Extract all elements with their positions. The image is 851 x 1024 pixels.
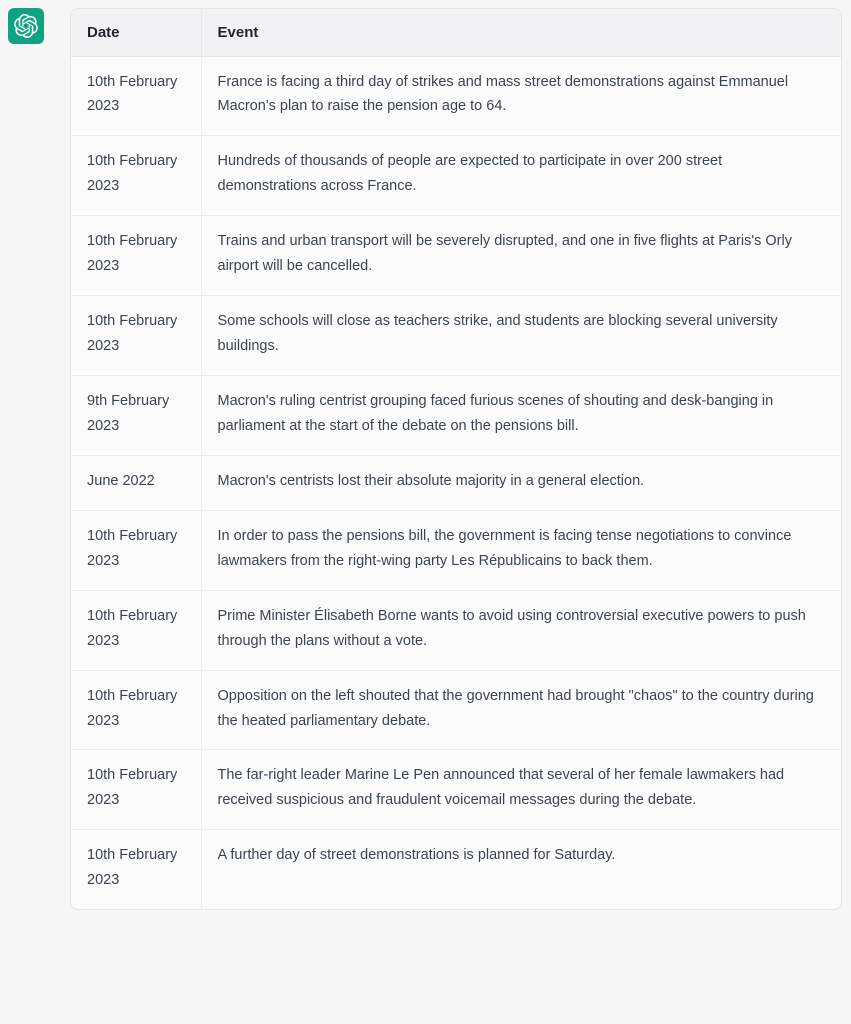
cell-event: Macron's centrists lost their absolute majority in a general election.: [201, 455, 841, 510]
table-row: [71, 670, 841, 750]
table-row: [71, 455, 841, 510]
cell-date: 10th February 2023: [71, 590, 201, 670]
cell-event: Trains and urban transport will be severely disrupted, and one in five flights at Paris's Orly airport will be cancelled.: [201, 216, 841, 296]
cell-event: Some schools will close as teachers strike, and students are blocking several university buildings.: [201, 296, 841, 376]
table-row: [71, 216, 841, 296]
table-row: [71, 750, 841, 830]
cell-date: 10th February 2023: [71, 670, 201, 750]
cell-event: Opposition on the left shouted that the government had brought "chaos" to the country during the heated parliamentary debate.: [201, 670, 841, 750]
cell-event: A further day of street demonstrations is planned for Saturday.: [201, 830, 841, 909]
table-row: [71, 510, 841, 590]
table-row: [71, 136, 841, 216]
cell-event: Hundreds of thousands of people are expected to participate in over 200 street demonstrations across France.: [201, 136, 841, 216]
cell-date: 9th February 2023: [71, 376, 201, 456]
column-header-event: Event: [201, 9, 841, 56]
table-row: [71, 830, 841, 909]
table-header-row: [71, 9, 841, 56]
table-body: [71, 56, 841, 909]
cell-event: In order to pass the pensions bill, the government is facing tense negotiations to convince lawmakers from the right-wing party Les Républicains to back them.: [201, 510, 841, 590]
cell-date: 10th February 2023: [71, 510, 201, 590]
cell-date: 10th February 2023: [71, 56, 201, 136]
cell-event: Prime Minister Élisabeth Borne wants to avoid using controversial executive powers to push through the plans without a vote.: [201, 590, 841, 670]
cell-event: France is facing a third day of strikes and mass street demonstrations against Emmanuel Macron's plan to raise the pension age to 64.: [201, 56, 841, 136]
cell-date: June 2022: [71, 455, 201, 510]
table-row: [71, 376, 841, 456]
table-row: [71, 56, 841, 136]
cell-date: 10th February 2023: [71, 136, 201, 216]
table-header: [71, 9, 841, 56]
table-row: [71, 590, 841, 670]
openai-logo-icon: [14, 14, 38, 38]
cell-event: The far-right leader Marine Le Pen announced that several of her female lawmakers had received suspicious and fraudulent voicemail messages during the debate.: [201, 750, 841, 830]
cell-date: 10th February 2023: [71, 216, 201, 296]
cell-event: Macron's ruling centrist grouping faced furious scenes of shouting and desk-banging in parliament at the start of the debate on the pensions bill.: [201, 376, 841, 456]
column-header-date: Date: [71, 9, 201, 56]
timeline-table: [71, 9, 841, 909]
timeline-table-container: [70, 8, 842, 910]
cell-date: 10th February 2023: [71, 296, 201, 376]
cell-date: 10th February 2023: [71, 750, 201, 830]
assistant-avatar: [8, 8, 44, 44]
table-row: [71, 296, 841, 376]
cell-date: 10th February 2023: [71, 830, 201, 909]
